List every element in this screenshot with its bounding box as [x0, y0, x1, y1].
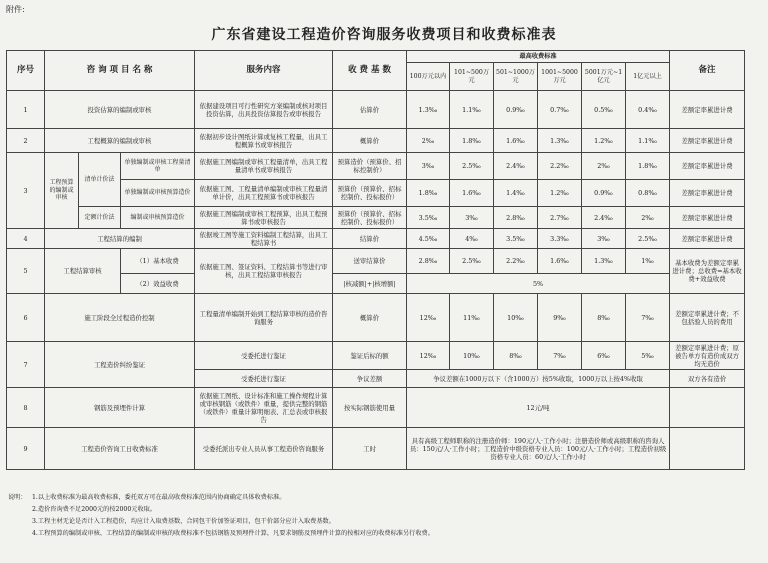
- row-base: 概算价: [333, 294, 407, 342]
- row-base: 结算价: [333, 229, 407, 249]
- rate-cell: 1.3‰: [582, 249, 626, 274]
- row-item-name: 工程结算审核: [45, 249, 121, 294]
- row-item-name: 单独编制或审核预算造价: [121, 180, 195, 207]
- row-subgroup: 清单计价法: [79, 153, 121, 207]
- rate-cell: 1.8‰: [626, 153, 670, 180]
- row-remark: 差额定率累进计费: [670, 229, 745, 249]
- table-row: [7, 428, 745, 470]
- row-base: 送审结算价: [333, 249, 407, 274]
- rate-cell: 0.4‰: [626, 91, 670, 129]
- rate-cell: 1.1‰: [626, 129, 670, 153]
- rate-cell: 2.5‰: [450, 249, 494, 274]
- row-item-name: 工程概算的编制或审核: [45, 129, 195, 153]
- rate-cell: 3.5‰: [407, 207, 450, 229]
- row-base: 工时: [333, 428, 407, 470]
- row-subgroup: 定额计价法: [79, 207, 121, 229]
- row-item-name: 编制或审核预算造价: [121, 207, 195, 229]
- row-base: 预算价（预算价、招标控制价、投标报价）: [333, 207, 407, 229]
- row-service: 依据施工图、签证资料、工程结算书等进行审核，出具工程结算审核报告: [195, 249, 333, 294]
- row-seq: 3: [7, 153, 45, 229]
- fee-table: [6, 50, 745, 470]
- note-text: 2.造价咨询费不足2000元的按2000元收取。: [32, 506, 157, 513]
- row-item-name: 工程造价咨询工日收费标准: [45, 428, 195, 470]
- row-service: 依据施工图纸、设计标准和施工操作规程计算或审核钢筋（或铁件）重量，提供完整的钢筋（或铁件）重量计算明细表、汇总表或审核报告: [195, 388, 333, 428]
- note-item: [8, 528, 748, 540]
- header-base: 收 费 基 数: [333, 51, 407, 91]
- rate-cell: 0.5‰: [582, 91, 626, 129]
- note-item: [8, 492, 748, 504]
- row-item-name: 单独编制或审核工程量清单: [121, 153, 195, 180]
- row-item-name: 钢筋及预埋件计算: [45, 388, 195, 428]
- row-group-name: 工程预算的编制或审核: [45, 153, 79, 229]
- header-item: 咨 询 项 目 名 称: [45, 51, 195, 91]
- rate-cell: 4‰: [450, 229, 494, 249]
- rate-cell: 0.8‰: [626, 180, 670, 207]
- row-base: 预算造价（预算价、招标控制价）: [333, 153, 407, 180]
- row-remark: 基本收费为差额定率累进计费；总收费=基本收费+效益收费: [670, 249, 745, 294]
- rate-cell: 1.1‰: [450, 91, 494, 129]
- row-seq: 4: [7, 229, 45, 249]
- rate-cell: 1.4‰: [494, 180, 538, 207]
- rate-cell: 2‰: [626, 207, 670, 229]
- rate-cell: 2.2‰: [494, 249, 538, 274]
- table-row: [7, 207, 745, 229]
- rate-cell: 1.2‰: [538, 180, 582, 207]
- row-service: 受委托进行鉴证: [195, 370, 333, 388]
- row-service: 依据施工图编制或审核工程预算，出具工程预算书或审核报告: [195, 207, 333, 229]
- row-remark: 差额定率累进计费: [670, 91, 745, 129]
- rate-cell: 7‰: [626, 294, 670, 342]
- header-remark: 备注: [670, 51, 745, 91]
- notes-section: [8, 492, 748, 540]
- row-item-name: 工程结算的编制: [45, 229, 195, 249]
- rate-cell: 4.5‰: [407, 229, 450, 249]
- header-tier: 5001万元~1亿元: [582, 63, 626, 91]
- row-base: 争议差额: [333, 370, 407, 388]
- row-subitem: （1）基本收费: [121, 249, 195, 274]
- rate-cell: 3‰: [450, 207, 494, 229]
- row-remark: [670, 388, 745, 428]
- row-base: |核减额|+|核增额|: [333, 274, 407, 294]
- row-item-name: 施工阶段全过程造价控制: [45, 294, 195, 342]
- page-title: 广东省建设工程造价咨询服务收费项目和收费标准表: [211, 27, 557, 43]
- table-row: [7, 91, 745, 129]
- row-seq: 9: [7, 428, 45, 470]
- row-base: 预算价（预算价、招标控制价、投标报价）: [333, 180, 407, 207]
- rate-cell: 2.5‰: [626, 229, 670, 249]
- row-base: 概算价: [333, 129, 407, 153]
- header-tier: 100万元以内: [407, 63, 450, 91]
- row-seq: 6: [7, 294, 45, 342]
- rate-cell: 3.3‰: [538, 229, 582, 249]
- rate-cell: 2.8‰: [494, 207, 538, 229]
- note-item: [8, 516, 748, 528]
- note-text: 3.工程主材无论是否计入工程造价，均应计入取费基数，合同包干价加签证项目，包干价部分应计入取费基数。: [32, 518, 335, 525]
- notes-label: 说明：: [8, 494, 27, 501]
- table-row: [7, 249, 745, 274]
- row-remark: 差额定率累进计费: [670, 180, 745, 207]
- rate-cell: 1.2‰: [582, 129, 626, 153]
- rate-cell: 2‰: [582, 153, 626, 180]
- header-rate-group: 最高收费标准: [407, 51, 670, 63]
- rate-cell: 5‰: [626, 342, 670, 370]
- header-tier: 501~1000万元: [494, 63, 538, 91]
- row-item-name: 工程造价纠纷鉴证: [45, 342, 195, 388]
- rate-cell: 12元/吨: [407, 388, 670, 428]
- row-seq: 1: [7, 91, 45, 129]
- row-base: 按实际钢筋使用量: [333, 388, 407, 428]
- rate-cell: 2.5‰: [450, 153, 494, 180]
- note-item: [8, 504, 748, 516]
- attachment-label: 附件:: [6, 5, 25, 14]
- row-service: 依据施工图、工程量清单编制或审核工程量清单计价，出具工程预算书或审核报告: [195, 180, 333, 207]
- rate-cell: 3‰: [582, 229, 626, 249]
- rate-cell: 7‰: [538, 342, 582, 370]
- row-item-name: 投资估算的编制或审核: [45, 91, 195, 129]
- header-service: 服务内容: [195, 51, 333, 91]
- rate-cell: 2.4‰: [494, 153, 538, 180]
- row-remark: 差额定率累进计费: [670, 153, 745, 180]
- rate-cell: 0.9‰: [494, 91, 538, 129]
- note-text: 4.工程预算的编制或审核、工程结算的编制或审核的收费标准不包括钢筋及预埋件计算，凡要求钢筋及预埋件计算的按相对应的收费标准另行收费。: [32, 530, 434, 537]
- rate-cell: 3‰: [407, 153, 450, 180]
- rate-cell: 1.8‰: [407, 180, 450, 207]
- rate-cell: 1.6‰: [538, 249, 582, 274]
- row-seq: 7: [7, 342, 45, 388]
- row-seq: 2: [7, 129, 45, 153]
- rate-cell: 0.9‰: [582, 180, 626, 207]
- row-service: 受委托派出专业人员从事工程造价咨询服务: [195, 428, 333, 470]
- rate-cell: 1.3‰: [538, 129, 582, 153]
- rate-cell: 1.6‰: [450, 180, 494, 207]
- rate-cell: 2.4‰: [582, 207, 626, 229]
- table-row: [7, 153, 745, 180]
- row-remark: 差额定率累进计费: [670, 207, 745, 229]
- row-service: 依据初步设计图纸计算或复核工程量，出具工程概算书或审核报告: [195, 129, 333, 153]
- table-row: [7, 129, 745, 153]
- rate-cell: 0.7‰: [538, 91, 582, 129]
- rate-cell: 5%: [407, 274, 670, 294]
- rate-cell: 11‰: [450, 294, 494, 342]
- row-base: 估算价: [333, 91, 407, 129]
- rate-cell: 争议差额在1000万以下（含1000万）按5%收取，1000万以上按4%收取: [407, 370, 670, 388]
- rate-cell: 8‰: [494, 342, 538, 370]
- rate-cell: 10‰: [494, 294, 538, 342]
- header-seq: 序号: [7, 51, 45, 91]
- row-service: 工程量清单编制开始到工程结算审核的造价咨询服务: [195, 294, 333, 342]
- header-tier: 1亿元以上: [626, 63, 670, 91]
- row-seq: 8: [7, 388, 45, 428]
- rate-cell: 12‰: [407, 342, 450, 370]
- table-row: [7, 229, 745, 249]
- row-seq: 5: [7, 249, 45, 294]
- rate-cell: 2‰: [407, 129, 450, 153]
- rate-cell: 12‰: [407, 294, 450, 342]
- rate-cell: 3.5‰: [494, 229, 538, 249]
- row-service: 依据竣工图等施工资料编制工程结算，出具工程结算书: [195, 229, 333, 249]
- rate-cell: 1‰: [626, 249, 670, 274]
- table-row: [7, 342, 745, 370]
- row-remark: 差额定率累进计费；不包括验人员的费用: [670, 294, 745, 342]
- row-remark: [670, 428, 745, 470]
- rate-cell: 1.6‰: [494, 129, 538, 153]
- row-subitem: （2）效益收费: [121, 274, 195, 294]
- row-remark: 双方各有造价: [670, 370, 745, 388]
- row-remark: 差额定率累进计费: [670, 129, 745, 153]
- rate-cell: 1.8‰: [450, 129, 494, 153]
- rate-cell: 9‰: [538, 294, 582, 342]
- table-row: [7, 294, 745, 342]
- row-service: 受委托进行鉴证: [195, 342, 333, 370]
- table-row: [7, 388, 745, 428]
- rate-cell: 6‰: [582, 342, 626, 370]
- rate-cell: 10‰: [450, 342, 494, 370]
- rate-cell: 1.3‰: [407, 91, 450, 129]
- row-remark: 差额定率累进计费；原被告单方有造价成双方均无造价: [670, 342, 745, 370]
- rate-cell: 2.8‰: [407, 249, 450, 274]
- header-tier: 101~500万元: [450, 63, 494, 91]
- note-text: 1.以上收费标准为最高收费标准，委托双方可在最高收费标准范围内协商确定具体收费标准。: [32, 494, 286, 501]
- row-service: 依据建设项目可行性研究方案编制或核对项目投资估算，出具投资估算报告或审核报告: [195, 91, 333, 129]
- rate-cell: 2.7‰: [538, 207, 582, 229]
- header-tier: 1001~5000万元: [538, 63, 582, 91]
- rate-cell: 2.2‰: [538, 153, 582, 180]
- row-service: 依据施工图编制或审核工程量清单，出具工程量清单书或审核报告: [195, 153, 333, 180]
- rate-cell: 具有高级工程师职称的注册造价师：190元/人·工作小时；注册造价师或高级职称的咨询人员：150元/人·工作小时；工程造价中级资格专业人员：100元/人·工作小时；工程造价初级资格专业人员：60元/人·工作小时: [407, 428, 670, 470]
- row-base: 鉴证后标的额: [333, 342, 407, 370]
- rate-cell: 8‰: [582, 294, 626, 342]
